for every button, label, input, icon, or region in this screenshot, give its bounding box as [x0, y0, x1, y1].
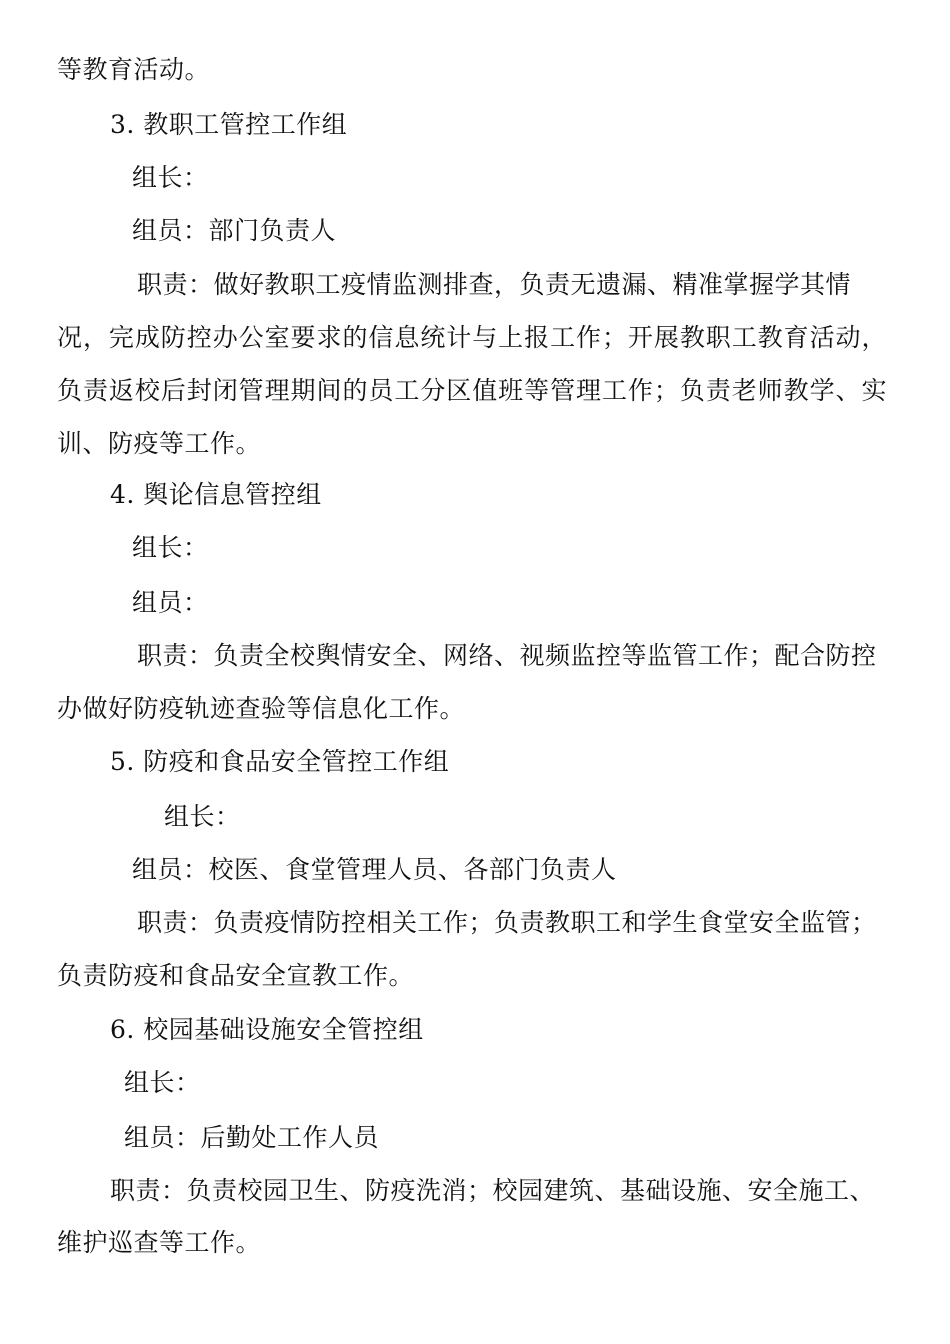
duty-line: 职责：负责校园卫生、防疫洗消；校园建筑、基础设施、安全施工、	[110, 1176, 876, 1205]
section-heading: 4. 舆论信息管控组	[110, 480, 322, 509]
paragraph-line: 负责返校后封闭管理期间的员工分区值班等管理工作；负责老师教学、实	[57, 376, 887, 405]
group-members-line: 组员：	[132, 588, 209, 617]
group-members-line: 组员：部门负责人	[132, 216, 337, 245]
paragraph-line: 办做好防疫轨迹查验等信息化工作。	[57, 694, 466, 723]
group-members-line: 组员：后勤处工作人员	[124, 1123, 380, 1152]
group-leader-label: 组长：	[132, 533, 209, 562]
group-leader-label: 组长：	[132, 163, 209, 192]
duty-line: 职责：做好教职工疫情监测排查，负责无遗漏、精准掌握学其情	[137, 270, 852, 299]
duty-line: 职责：负责疫情防控相关工作；负责教职工和学生食堂安全监管；	[137, 908, 877, 937]
group-leader-label: 组长：	[164, 802, 241, 831]
paragraph-line: 等教育活动。	[57, 55, 211, 84]
section-heading: 3. 教职工管控工作组	[110, 110, 348, 139]
group-members-line: 组员：校医、食堂管理人员、各部门负责人	[132, 855, 617, 884]
section-heading: 6. 校园基础设施安全管控组	[110, 1015, 424, 1044]
paragraph-line: 维护巡查等工作。	[57, 1228, 262, 1257]
paragraph-line: 训、防疫等工作。	[57, 429, 262, 458]
section-heading: 5. 防疫和食品安全管控工作组	[110, 747, 450, 776]
duty-line: 职责：负责全校舆情安全、网络、视频监控等监管工作；配合防控	[137, 641, 877, 670]
paragraph-line: 负责防疫和食品安全宣教工作。	[57, 961, 415, 990]
group-leader-label: 组长：	[124, 1068, 201, 1097]
paragraph-line: 况，完成防控办公室要求的信息统计与上报工作；开展教职工教育活动，	[57, 323, 887, 352]
